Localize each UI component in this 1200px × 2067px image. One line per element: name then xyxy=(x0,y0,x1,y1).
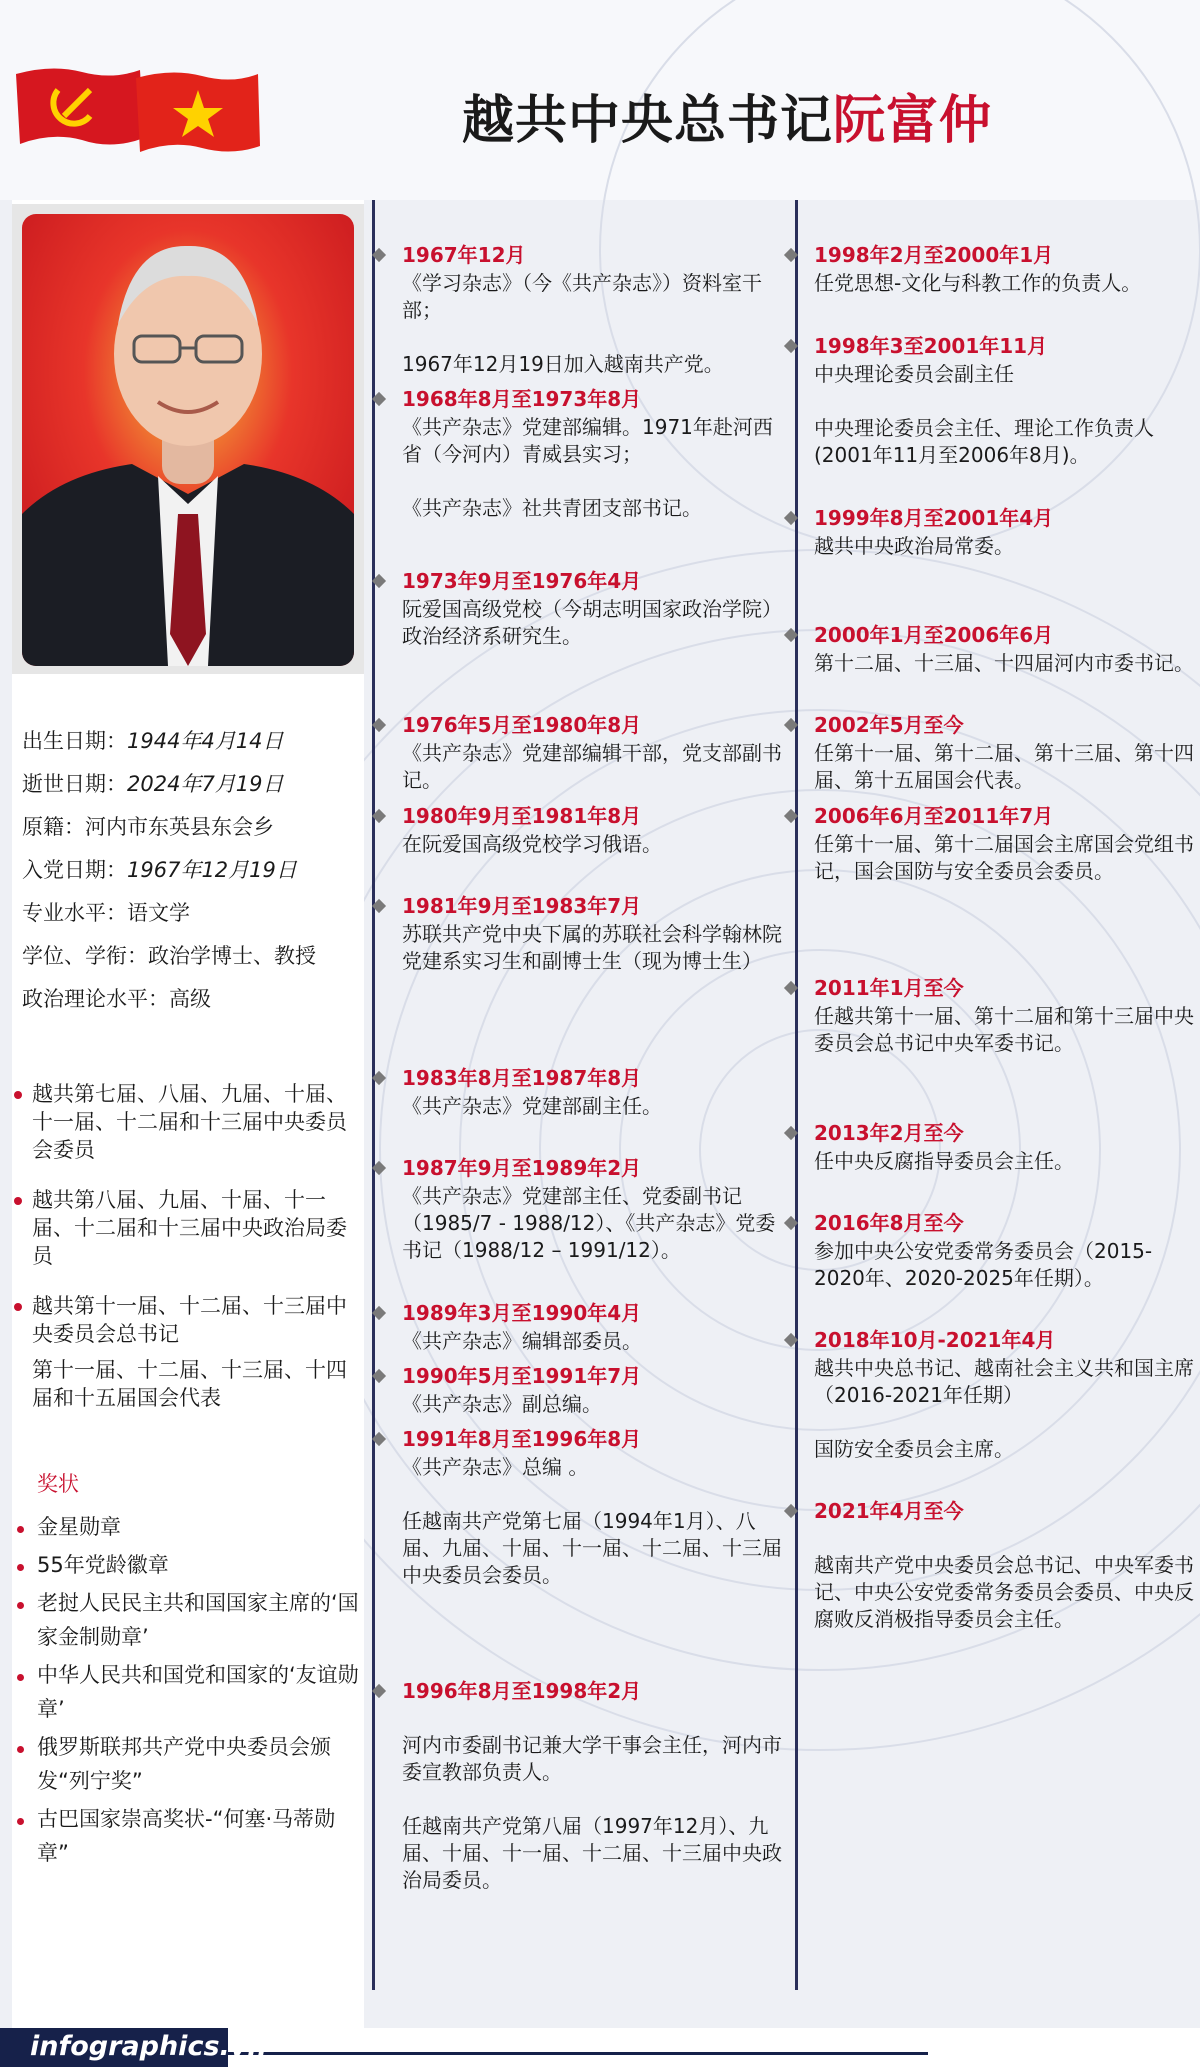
timeline-entry: 1991年8月至1996年8月 《共产杂志》总编 。 任越南共产党第七届（1994年1月）、八届、九届、十届、十一届、十二届、十三届中央委员会委员。 xyxy=(402,1426,782,1589)
timeline-entry: 2013年2月至今 任中央反腐指导委员会主任。 xyxy=(814,1120,1194,1175)
timeline-entry: 1998年3至2001年11月 中央理论委员会副主任 中央理论委员会主任、理论工作负责人 (2001年11月至2006年8月)。 xyxy=(814,333,1194,469)
timeline-entry: 2006年6月至2011年7月 任第十一届、第十二届国会主席国会党组书记，国会国防与安全委员会委员。 xyxy=(814,803,1194,885)
timeline-entry: 2000年1月至2006年6月 第十二届、十三届、十四届河内市委书记。 xyxy=(814,622,1194,677)
timeline-entry: 1987年9月至1989年2月 《共产杂志》党建部主任、党委副书记（1985/7 - 1988/12）、《共产杂志》党委书记（1988/12 – 1991/12）。 xyxy=(402,1155,782,1264)
timeline-entry: 1990年5月至1991年7月 《共产杂志》副总编。 xyxy=(402,1363,782,1418)
info-party-date: 入党日期：1967年12月19日 xyxy=(22,858,297,882)
info-death: 逝世日期：2024年7月19日 xyxy=(22,772,284,796)
timeline-entry: 1968年8月至1973年8月 《共产杂志》党建部编辑。1971年赴河西省（今河内）青威县实习； 《共产杂志》社共青团支部书记。 xyxy=(402,386,782,522)
bullet-icon xyxy=(17,1602,24,1609)
timeline-entry: 1980年9月至1981年8月 在阮爱国高级党校学习俄语。 xyxy=(402,803,782,858)
info-birth: 出生日期：1944年4月14日 xyxy=(22,729,284,753)
awards-heading: 奖状 xyxy=(37,1472,79,1496)
award-item: 中华人民共和国党和国家的‘友谊勋章’ xyxy=(12,1658,364,1726)
timeline-entry: 2016年8月至今 参加中央公安党委常务委员会（2015-2020年、2020-2025年任期）。 xyxy=(814,1210,1194,1292)
timeline-entry: 1973年9月至1976年4月 阮爱国高级党校（今胡志明国家政治学院）政治经济系研究生。 xyxy=(402,568,782,650)
title-red: 阮富仲 xyxy=(833,91,993,151)
award-item: 古巴国家崇高奖状-“何塞·马蒂勋章” xyxy=(12,1802,364,1870)
timeline-entry: 1983年8月至1987年8月 《共产杂志》党建部副主任。 xyxy=(402,1065,782,1120)
timeline-entry: 1996年8月至1998年2月 河内市委副书记兼大学干事会主任，河内市委宣教部负责人。 任越南共产党第八届（1997年12月）、九届、十届、十一届、十二届、十三届中央政治局委员。 xyxy=(402,1678,782,1894)
brand-logo-text[interactable]: infographics.vn xyxy=(30,2031,267,2062)
position-item: 越共第八届、九届、十届、十一届、十二届和十三届中央政治局委员 xyxy=(12,1186,364,1270)
timeline-axis-right xyxy=(795,200,798,1990)
title-black: 越共中央总书记 xyxy=(462,91,834,151)
position-item: 越共第七届、八届、九届、十届、十一届、十二届和十三届中央委员会委员 xyxy=(12,1080,364,1164)
timeline-entry: 2011年1月至今 任越共第十一届、第十二届和第十三届中央委员会总书记中央军委书记。 xyxy=(814,975,1194,1057)
timeline-entry: 1999年8月至2001年4月 越共中央政治局常委。 xyxy=(814,505,1194,560)
award-item: 55年党龄徽章 xyxy=(12,1548,364,1582)
award-item: 金星勋章 xyxy=(12,1510,364,1544)
timeline-axis-mid xyxy=(372,200,375,1990)
bullet-icon xyxy=(17,1564,24,1571)
basic-info-list xyxy=(22,720,362,1021)
profile-panel xyxy=(12,200,364,2030)
timeline-entry: 1976年5月至1980年8月 《共产杂志》党建部编辑干部，党支部副书记。 xyxy=(402,712,782,794)
info-theory-level: 政治理论水平：高级 xyxy=(22,987,211,1011)
timeline-entry: 1998年2月至2000年1月 任党思想-文化与科教工作的负责人。 xyxy=(814,242,1194,297)
bullet-icon xyxy=(14,1091,22,1099)
bullet-icon xyxy=(17,1818,24,1825)
timeline-entry: 2021年4月至今 越南共产党中央委员会总书记、中央军委书记、中央公安党委常务委员会委员、中央反腐败反消极指导委员会主任。 xyxy=(814,1498,1194,1633)
award-item: 俄罗斯联邦共产党中央委员会颁发“列宁奖” xyxy=(12,1730,364,1798)
position-item: 越共第十一届、十二届、十三届中央委员会总书记 第十一届、十二届、十三届、十四届和十五届国会代表 xyxy=(12,1292,364,1412)
timeline-entry: 1967年12月 《学习杂志》（今《共产杂志》）资料室干部； 1967年12月19日加入越南共产党。 xyxy=(402,242,782,378)
awards-section xyxy=(12,1468,364,1874)
award-item: 老挝人民民主共和国国家主席的‘国家金制勋章’ xyxy=(12,1586,364,1654)
info-major: 专业水平：语文学 xyxy=(22,901,190,925)
bullet-icon xyxy=(14,1197,22,1205)
timeline-entry: 1989年3月至1990年4月 《共产杂志》编辑部委员。 xyxy=(402,1300,782,1355)
bullet-icon xyxy=(17,1674,24,1681)
bullet-icon xyxy=(17,1526,24,1533)
bullet-icon xyxy=(14,1303,22,1311)
photo-frame xyxy=(12,204,364,674)
info-degree: 学位、学衔：政治学博士、教授 xyxy=(22,944,316,968)
portrait-photo xyxy=(22,214,354,666)
timeline-entry: 1981年9月至1983年7月 苏联共产党中央下属的苏联社会科学翰林院党建系实习生和副博士生（现为博士生） xyxy=(402,893,782,975)
positions-list xyxy=(12,1080,364,1434)
footer-rule xyxy=(228,2052,928,2055)
bullet-icon xyxy=(17,1746,24,1753)
info-origin: 原籍：河内市东英县东会乡 xyxy=(22,815,274,839)
flags-icon xyxy=(12,60,262,160)
timeline-entry: 2002年5月至今 任第十一届、第十二届、第十三届、第十四届、第十五届国会代表。 xyxy=(814,712,1194,794)
page-title xyxy=(462,78,992,153)
timeline-entry: 2018年10月-2021年4月 越共中央总书记、越南社会主义共和国主席（2016-2021年任期） 国防安全委员会主席。 xyxy=(814,1327,1194,1463)
